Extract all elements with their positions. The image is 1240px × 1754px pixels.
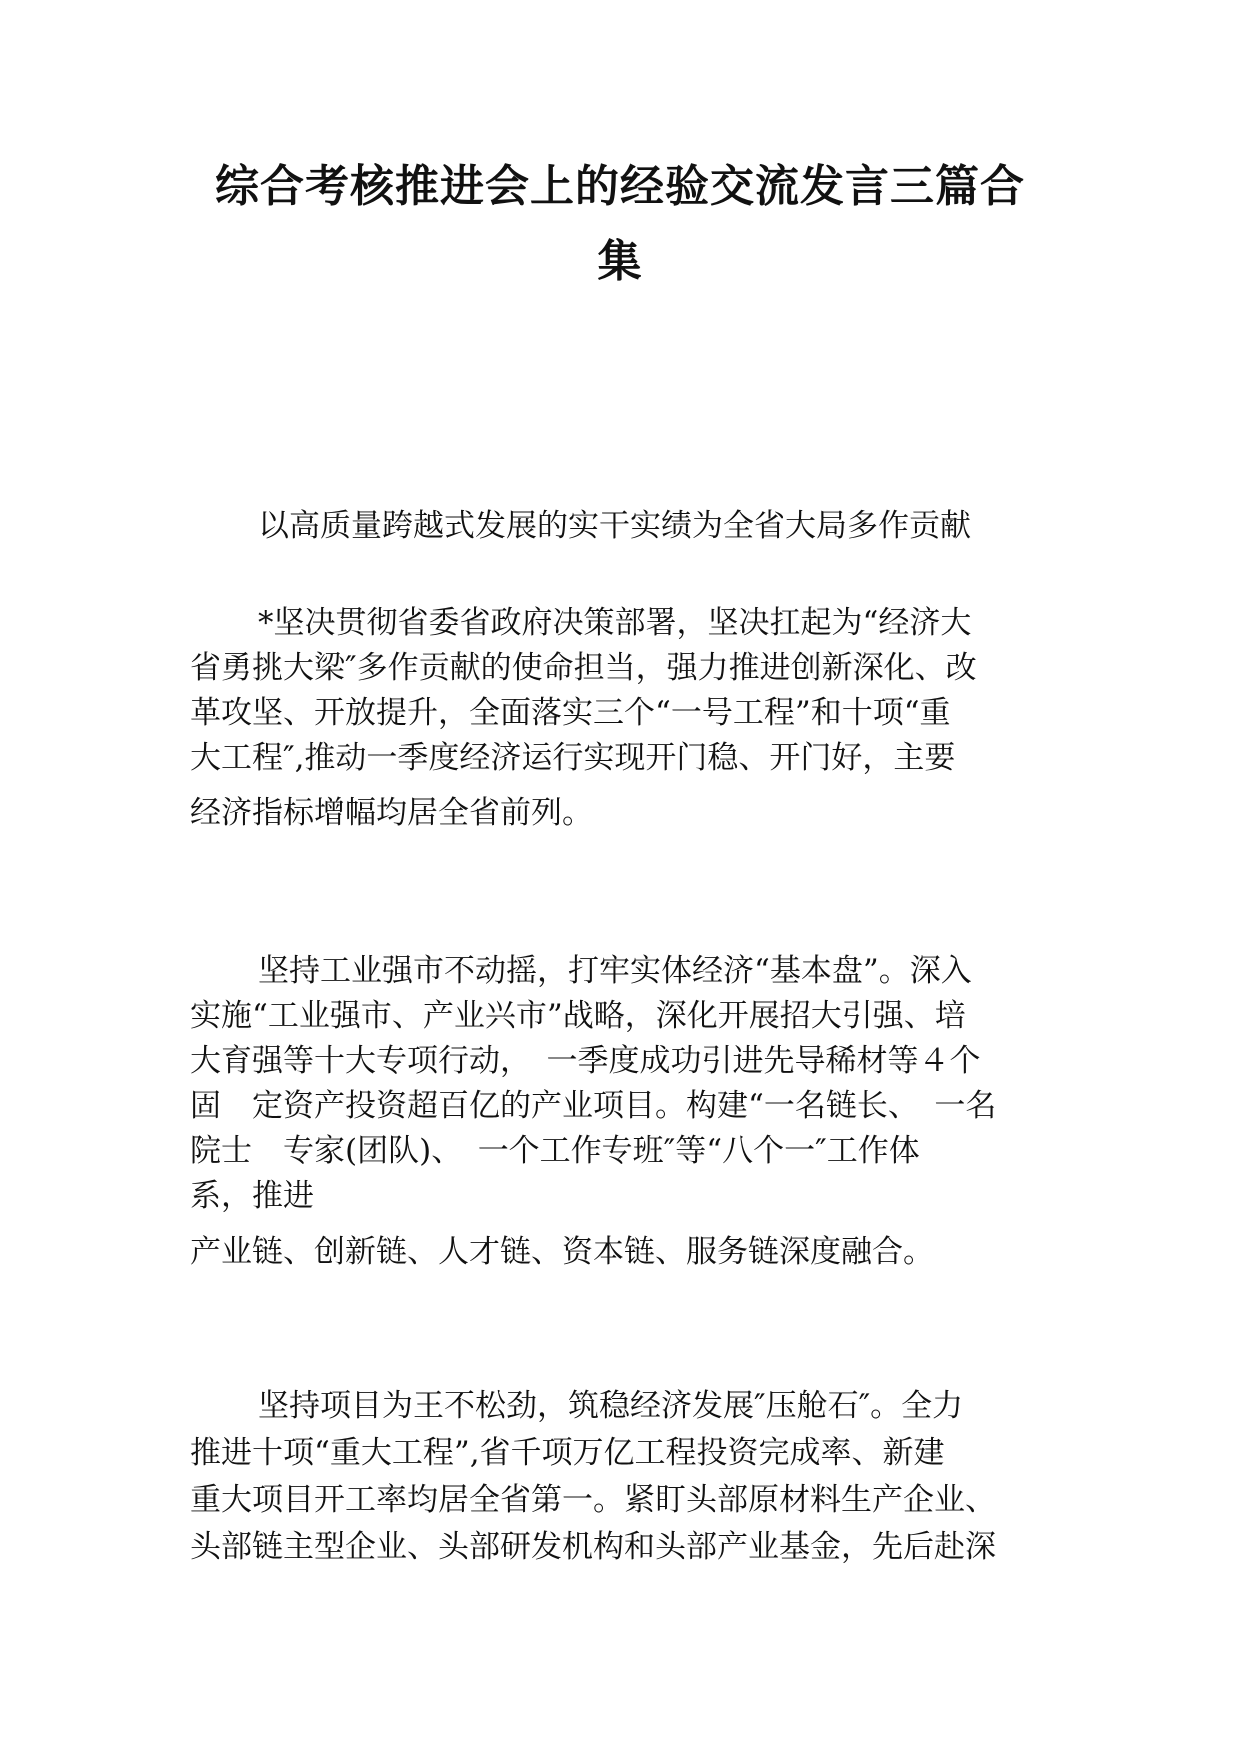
paragraph-2-line: 院士 专家(团队)、 一个工作专班″等“八个一″工作体: [190, 1133, 920, 1169]
document-title-line-2: 集: [597, 236, 643, 287]
paragraph-2-line: 系，推进: [190, 1178, 314, 1214]
paragraph-2-line: 实施“工业强市、产业兴市”战略，深化开展招大引强、培: [190, 998, 966, 1034]
paragraph-2-line: 大育强等十大专项行动， 一季度成功引进先导稀材等４个: [190, 1043, 981, 1079]
paragraph-3-line: 坚持项目为王不松劲，筑稳经济发展″压舱石″。全力: [258, 1388, 964, 1424]
document-title-line-1: 综合考核推进会上的经验交流发言三篇合: [215, 161, 1025, 212]
paragraph-1-line: *坚决贯彻省委省政府决策部署，坚决扛起为“经济大: [258, 605, 972, 641]
paragraph-1-line: 经济指标增幅均居全省前列。: [190, 795, 593, 831]
paragraph-3-line: 重大项目开工率均居全省第一。紧盯头部原材料生产企业、: [190, 1482, 996, 1518]
speech-subtitle: 以高质量跨越式发展的实干实绩为全省大局多作贡献: [258, 508, 971, 544]
paragraph-1-line: 大工程″,推动一季度经济运行实现开门稳、开门好，主要: [190, 740, 956, 776]
paragraph-2-line: 固 定资产投资超百亿的产业项目。构建“一名链长、 一名: [190, 1088, 997, 1124]
paragraph-3-line: 推进十项“重大工程”,省千项万亿工程投资完成率、新建: [190, 1435, 945, 1471]
paragraph-1-line: 革攻坚、开放提升，全面落实三个“一号工程”和十项“重: [190, 695, 951, 731]
paragraph-2-line: 坚持工业强市不动摇，打牢实体经济“基本盘”。深入: [258, 953, 972, 989]
paragraph-1-line: 省勇挑大梁″多作贡献的使命担当，强力推进创新深化、改: [190, 650, 977, 686]
paragraph-3-line: 头部链主型企业、头部研发机构和头部产业基金，先后赴深: [190, 1529, 996, 1565]
paragraph-2-line: 产业链、创新链、人才链、资本链、服务链深度融合。: [190, 1234, 934, 1270]
